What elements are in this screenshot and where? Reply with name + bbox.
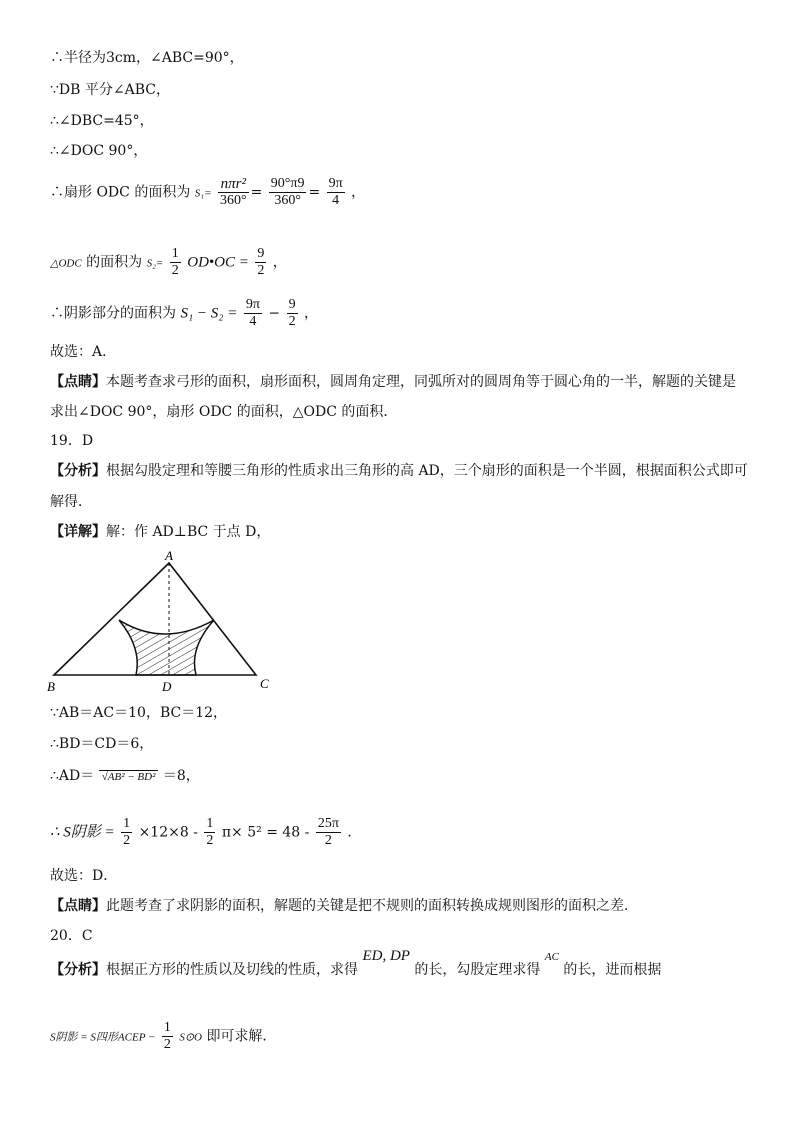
- triangle-odc: △ODC: [50, 257, 82, 270]
- line-shaded-result: ∴ S阴影 = $\frac{1}{2}$ ×12×8 - $\frac{1}{2}$ π× 5² = 48 - $\frac{25\pi}{2}$ ．: [50, 816, 362, 848]
- fraction: $\frac{9}{2}$: [288, 297, 296, 329]
- shaded-region: [119, 620, 214, 675]
- line-ad: ∴AD＝ √AB² − BD² ＝8，: [50, 768, 200, 784]
- sector-prefix: ∴扇形 ODC 的面积为: [50, 184, 191, 201]
- comment-18-line2: 求出∠DOC 90°，扇形 ODC 的面积，△ODC 的面积．: [50, 404, 398, 420]
- fraction: $\frac{1}{2}$: [171, 246, 179, 278]
- line-bd-cd: ∴BD＝CD＝6，: [50, 736, 154, 752]
- fraction: $\frac{\text{nπr²}}{360^\circ}$: [219, 176, 247, 208]
- triangle-figure: [44, 548, 284, 696]
- fraction: $\frac{1}{2}$: [206, 816, 214, 848]
- analysis-20-line1: 【分析】根据正方形的性质以及切线的性质，求得 ED, DP 的长，勾股定理求得 $^{AC}$ 的长，进而根据: [50, 948, 662, 978]
- fraction: $\frac{25\pi}{2}$: [317, 816, 339, 848]
- fraction: $\frac{1}{2}$: [123, 816, 131, 848]
- comment-18-line1: 【点睛】本题考查求弓形的面积，扇形面积，圆周角定理，同弧所对的圆周角等于圆心角的一半，解题的关键是: [50, 374, 736, 390]
- fraction: $\frac{9\pi}{4}$: [328, 176, 343, 208]
- comment-19: 【点睛】此题考查了求阴影的面积，解题的关键是把不规则的面积转换成规则图形的面积之差．: [50, 898, 638, 914]
- fraction: $\frac{1}{2}$: [163, 1020, 171, 1052]
- analysis-20-line2: S阴影 = S四形ACEP − $\frac{1}{2}$ S⊙O 即可求解．: [50, 1020, 277, 1052]
- detail-19: 【详解】解：作 AD⊥BC 于点 D，: [50, 524, 271, 540]
- line-given-sides: ∵AB＝AC＝10，BC＝12，: [50, 705, 228, 721]
- answer-d: 故选：D．: [50, 868, 118, 884]
- label-c: C: [260, 676, 269, 691]
- s1-symbol: S₁=: [194, 187, 212, 200]
- fraction: $\frac{90^\circ\pi 9}{360^\circ}$: [270, 176, 305, 208]
- sqrt-expression: √AB² − BD²: [99, 770, 159, 783]
- label-a: A: [165, 548, 173, 563]
- line-sector-area: ∴扇形 ODC 的面积为 S₁= $\frac{\text{nπr²}}{360^\circ}$ = $\frac{90^\circ\pi 9}{360^\circ}$ = $\frac{9\pi}{4}$ ，: [50, 176, 366, 208]
- answer-a: 故选：A．: [50, 344, 117, 360]
- line-shaded-area: ∴阴影部分的面积为 S₁ − S₂ = $\frac{9\pi}{4}$ − $\frac{9}{2}$ ，: [50, 297, 319, 329]
- s2-symbol: S₂=: [146, 257, 164, 270]
- line-bisector: ∵DB 平分∠ABC，: [50, 82, 170, 98]
- question-19-heading: 19．D: [50, 433, 94, 449]
- line-angle-doc: ∴∠DOC 90°，: [50, 143, 148, 159]
- fraction: $\frac{9}{2}$: [257, 246, 265, 278]
- line-triangle-area: △ODC 的面积为 S₂= $\frac{1}{2}$ OD•OC = $\frac{9}{2}$ ，: [50, 246, 287, 278]
- label-d: D: [162, 679, 172, 694]
- question-20-heading: 20．C: [50, 928, 93, 944]
- analysis-19-line2: 解得．: [50, 494, 92, 510]
- fraction: $\frac{9\pi}{4}$: [245, 297, 260, 329]
- line-angle-dbc: ∴∠DBC=45°，: [50, 113, 154, 129]
- analysis-19-line1: 【分析】根据勾股定理和等腰三角形的性质求出三角形的高 AD，三个扇形的面积是一个半圆，根据面积公式即可: [50, 463, 748, 479]
- label-b: B: [47, 679, 55, 694]
- line-radius: ∴半径为3cm，∠ABC=90°，: [50, 50, 244, 66]
